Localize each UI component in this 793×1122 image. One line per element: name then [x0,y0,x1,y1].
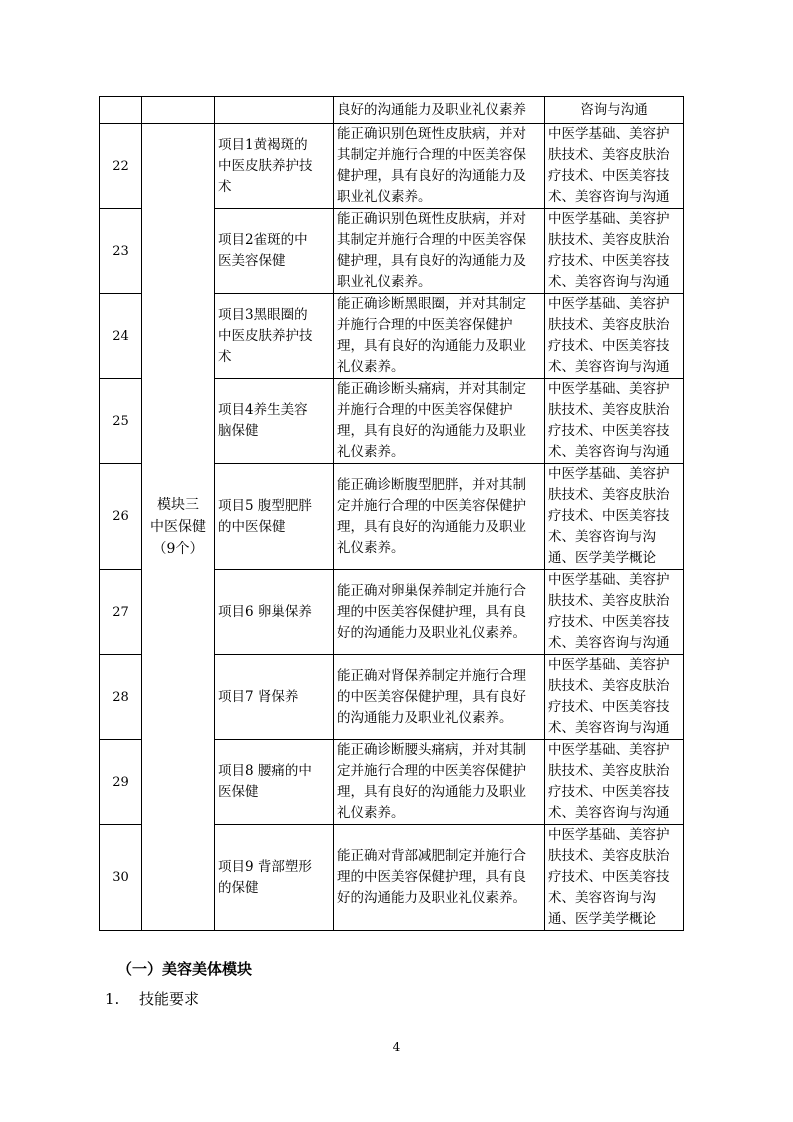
requirement-line: 礼仪素养。 [337,359,405,375]
project-line: 术 [218,348,232,365]
project-cell [215,294,334,379]
courses-cell [545,464,684,570]
row-number: 25 [100,379,142,464]
requirement-line: 能正确识别色斑性皮肤病，并对 [337,126,526,142]
courses-line: 肤技术、美容皮肤治 [548,678,670,694]
project-line: 医保健 [218,784,259,800]
courses-line: 术、美容咨询与沟 [548,890,656,906]
requirement-line: 能正确对背部减肥制定并施行合 [337,848,526,864]
module-subtitle: 中医保健 [150,519,206,535]
row-number: 23 [100,209,142,294]
courses-line: 中医学基础、美容护 [548,381,670,397]
requirement-line: 理，具有良好的沟通能力及职业 [337,423,526,439]
requirement-line: 理的中医美容保健护理，具有良 [337,603,526,620]
courses-line: 疗技术、中医美容技 [548,869,670,885]
requirement-line: 并施行合理的中医美容保健护 [337,402,513,418]
project-line: 项目3黑眼圈的 [218,306,308,323]
courses-cell [545,294,684,379]
subheading-text: 技能要求 [139,990,200,1008]
project-line: 脑保健 [218,423,259,439]
subheading [105,988,199,1009]
curriculum-table [99,96,684,931]
courses-line: 疗技术、中医美容技 [548,253,670,269]
requirement-cell [334,464,545,570]
requirement-cell [334,379,545,464]
requirement-line: 好的沟通能力及职业礼仪素养。 [337,624,526,641]
table-row [100,124,684,209]
row-number: 22 [100,124,142,209]
project-cell [215,379,334,464]
project-line: 医美容保健 [218,253,286,269]
continuation-requirement: 良好的沟通能力及职业礼仪素养 [334,97,545,124]
courses-line: 中医学基础、美容护 [548,572,670,588]
row-number: 24 [100,294,142,379]
courses-line: 中医学基础、美容护 [548,296,670,312]
project-cell [215,209,334,294]
subheading-number: 1. [105,990,120,1008]
requirement-cell [334,655,545,740]
requirement-line: 其制定并施行合理的中医美容保 [337,147,526,163]
requirement-line: 理的中医美容保健护理，具有良 [337,869,526,885]
requirement-line: 健护理，具有良好的沟通能力及 [337,168,526,184]
requirement-line: 能正确对卵巢保养制定并施行合 [337,582,526,599]
project-line: 项目8 腰痛的中 [218,763,312,779]
requirement-line: 能正确对肾保养制定并施行合理 [337,667,526,684]
courses-line: 术、美容咨询与沟通 [548,444,670,460]
requirement-line: 理，具有良好的沟通能力及职业 [337,518,526,535]
courses-line: 中医学基础、美容护 [548,827,670,843]
module-count: （9个） [152,541,204,557]
courses-cell [545,124,684,209]
requirement-line: 定并施行合理的中医美容保健护 [337,763,526,779]
courses-line: 术、美容咨询与沟 [548,529,656,545]
project-line: 项目5 腹型肥胖 [218,497,312,514]
courses-line: 中医学基础、美容护 [548,466,670,482]
requirement-line: 礼仪素养。 [337,805,405,821]
project-line: 术 [218,178,232,195]
courses-line: 术、美容咨询与沟通 [548,359,670,375]
requirement-line: 的沟通能力及职业礼仪素养。 [337,709,513,726]
project-line: 中医皮肤养护技 [218,327,313,344]
courses-cell [545,825,684,931]
requirement-line: 职业礼仪素养。 [337,189,432,205]
requirement-line: 礼仪素养。 [337,539,405,556]
courses-line: 疗技术、中医美容技 [548,338,670,354]
requirement-line: 礼仪素养。 [337,444,405,460]
courses-line: 肤技术、美容皮肤治 [548,402,670,418]
courses-line: 术、美容咨询与沟通 [548,720,670,736]
courses-line: 中医学基础、美容护 [548,211,670,227]
project-cell [215,570,334,655]
courses-line: 中医学基础、美容护 [548,657,670,673]
courses-line: 术、美容咨询与沟通 [548,635,670,651]
courses-cell [545,740,684,825]
courses-line: 疗技术、中医美容技 [548,784,670,800]
courses-line: 肤技术、美容皮肤治 [548,848,670,864]
courses-line: 疗技术、中医美容技 [548,423,670,439]
courses-line: 肤技术、美容皮肤治 [548,232,670,248]
requirement-line: 其制定并施行合理的中医美容保 [337,232,526,248]
courses-line: 通、医学美学概论 [548,550,656,566]
requirement-line: 能正确诊断黑眼圈，并对其制定 [337,296,526,312]
project-line: 项目1黄褐斑的 [218,136,308,153]
requirement-line: 定并施行合理的中医美容保健护 [337,497,526,514]
requirement-line: 的中医美容保健护理，具有良好 [337,688,526,705]
module-cell [142,124,215,931]
module-name: 模块三 [157,497,199,513]
courses-line: 术、美容咨询与沟通 [548,805,670,821]
requirement-line: 并施行合理的中医美容保健护 [337,317,513,333]
section-heading: （一）美容美体模块 [117,960,253,978]
requirement-cell [334,209,545,294]
courses-line: 通、医学美学概论 [548,911,656,927]
requirement-line: 能正确诊断腹型肥胖，并对其制 [337,476,526,493]
requirement-line: 好的沟通能力及职业礼仪素养。 [337,890,526,906]
row-number: 30 [100,825,142,931]
project-line: 项目4养生美容 [218,402,308,418]
courses-cell [545,570,684,655]
requirement-cell [334,124,545,209]
row-number: 28 [100,655,142,740]
project-line: 中医皮肤养护技 [218,157,313,174]
requirement-line: 职业礼仪素养。 [337,274,432,290]
requirement-line: 能正确诊断头痛病，并对其制定 [337,381,526,397]
requirement-cell [334,570,545,655]
courses-line: 术、美容咨询与沟通 [548,274,670,290]
courses-line: 肤技术、美容皮肤治 [548,147,670,163]
courses-line: 肤技术、美容皮肤治 [548,763,670,779]
requirement-line: 理，具有良好的沟通能力及职业 [337,784,526,800]
page-number: 4 [392,1040,401,1054]
continuation-course: 咨询与沟通 [545,97,684,124]
table-row-continuation [100,97,684,124]
requirement-cell [334,294,545,379]
row-number: 29 [100,740,142,825]
courses-line: 术、美容咨询与沟通 [548,189,670,205]
courses-line: 疗技术、中医美容技 [548,508,670,524]
project-line: 项目6 卵巢保养 [218,603,312,620]
courses-cell [545,655,684,740]
project-line: 的保健 [218,879,259,896]
project-cell [215,124,334,209]
row-number: 26 [100,464,142,570]
requirement-line: 理，具有良好的沟通能力及职业 [337,338,526,354]
courses-line: 疗技术、中医美容技 [548,614,670,630]
requirement-cell [334,825,545,931]
continuation-num-cell [100,97,142,124]
courses-line: 肤技术、美容皮肤治 [548,593,670,609]
project-line: 项目9 背部塑形 [218,858,312,875]
courses-line: 肤技术、美容皮肤治 [548,487,670,503]
courses-line: 疗技术、中医美容技 [548,699,670,715]
project-cell [215,655,334,740]
requirement-cell [334,740,545,825]
project-line: 项目2雀斑的中 [218,232,308,248]
row-number: 27 [100,570,142,655]
courses-line: 肤技术、美容皮肤治 [548,317,670,333]
project-line: 的中医保健 [218,518,286,535]
courses-line: 疗技术、中医美容技 [548,168,670,184]
courses-cell [545,379,684,464]
requirement-line: 能正确识别色斑性皮肤病，并对 [337,211,526,227]
project-cell [215,464,334,570]
courses-line: 中医学基础、美容护 [548,126,670,142]
continuation-module-cell [142,97,215,124]
courses-cell [545,209,684,294]
project-cell [215,740,334,825]
courses-line: 中医学基础、美容护 [548,742,670,758]
project-line: 项目7 肾保养 [218,688,299,705]
requirement-line: 健护理，具有良好的沟通能力及 [337,253,526,269]
project-cell [215,825,334,931]
continuation-project-cell [215,97,334,124]
requirement-line: 能正确诊断腰头痛病，并对其制 [337,742,526,758]
